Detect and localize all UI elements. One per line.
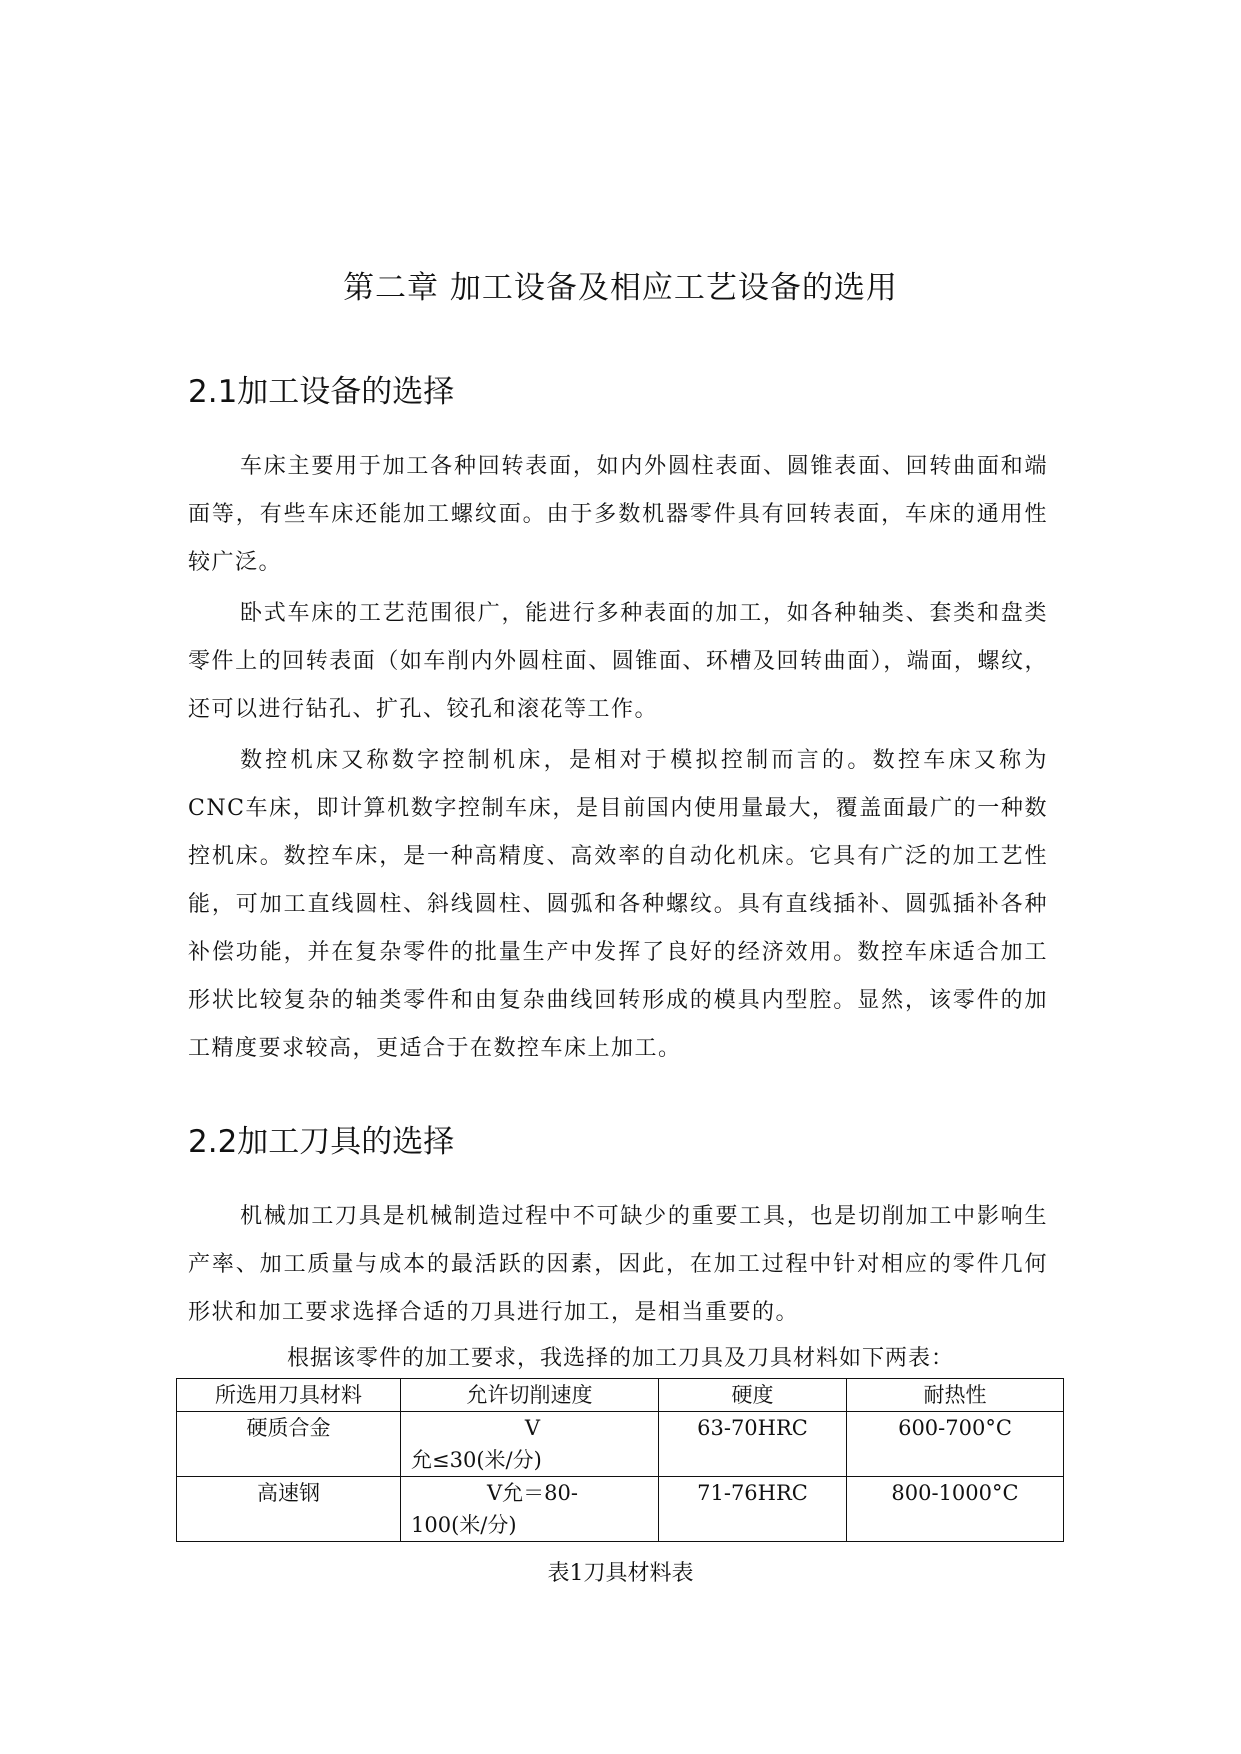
speed-line-1: V允＝80- bbox=[487, 1481, 578, 1505]
header-speed: 允许切削速度 bbox=[401, 1379, 659, 1412]
tool-material-table bbox=[176, 1378, 1064, 1542]
cell-speed bbox=[401, 1477, 659, 1542]
speed-line-2: 100(米/分) bbox=[411, 1513, 517, 1537]
paragraph: 卧式车床的工艺范围很广，能进行多种表面的加工，如各种轴类、套类和盘类零件上的回转表面（如车削内外圆柱面、圆锥面、环槽及回转曲面），端面，螺纹，还可以进行钻孔、扩孔、铰孔和滚花等工作。 bbox=[188, 601, 1048, 722]
paragraph: 车床主要用于加工各种回转表面，如内外圆柱表面、圆锥表面、回转曲面和端面等，有些车床还能加工螺纹面。由于多数机器零件具有回转表面，车床的通用性较广泛。 bbox=[188, 454, 1048, 575]
header-heat-resistance: 耐热性 bbox=[847, 1379, 1064, 1412]
cell-hardness: 63-70HRC bbox=[659, 1412, 847, 1477]
cell-heat-resistance: 600-700°C bbox=[847, 1412, 1064, 1477]
table-intro: 根据该零件的加工要求，我选择的加工刀具及刀具材料如下两表： bbox=[286, 1346, 954, 1371]
table-row bbox=[177, 1477, 1064, 1542]
speed-line-1: V bbox=[524, 1416, 541, 1440]
cell-heat-resistance: 800-1000°C bbox=[847, 1477, 1064, 1542]
section-title: 2.1加工设备的选择 bbox=[188, 374, 455, 410]
cell-material: 高速钢 bbox=[177, 1477, 401, 1542]
table-caption: 表1刀具材料表 bbox=[547, 1561, 694, 1586]
cell-speed bbox=[401, 1412, 659, 1477]
header-hardness: 硬度 bbox=[659, 1379, 847, 1412]
header-material: 所选用刀具材料 bbox=[177, 1379, 401, 1412]
chapter-title: 第二章 加工设备及相应工艺设备的选用 bbox=[343, 270, 898, 306]
speed-line-2: 允≤30(米/分) bbox=[411, 1448, 542, 1472]
cell-material: 硬质合金 bbox=[177, 1412, 401, 1477]
cell-hardness: 71-76HRC bbox=[659, 1477, 847, 1542]
paragraph: 机械加工刀具是机械制造过程中不可缺少的重要工具，也是切削加工中影响生产率、加工质量与成本的最活跃的因素，因此，在加工过程中针对相应的零件几何形状和加工要求选择合适的刀具进行加工，是相当重要的。 bbox=[188, 1204, 1048, 1325]
table-header-row bbox=[177, 1379, 1064, 1412]
section-title: 2.2加工刀具的选择 bbox=[188, 1124, 455, 1160]
paragraph: 数控机床又称数字控制机床，是相对于模拟控制而言的。数控车床又称为CNC车床，即计算机数字控制车床，是目前国内使用量最大，覆盖面最广的一种数控机床。数控车床，是一种高精度、高效率的自动化机床。它具有广泛的加工艺性能，可加工直线圆柱、斜线圆柱、圆弧和各种螺纹。具有直线插补、圆弧插补各种补偿功能，并在复杂零件的批量生产中发挥了良好的经济效用。数控车床适合加工形状比较复杂的轴类零件和由复杂曲线回转形成的模具内型腔。显然，该零件的加工精度要求较高，更适合于在数控车床上加工。 bbox=[188, 748, 1048, 1061]
table-row bbox=[177, 1412, 1064, 1477]
